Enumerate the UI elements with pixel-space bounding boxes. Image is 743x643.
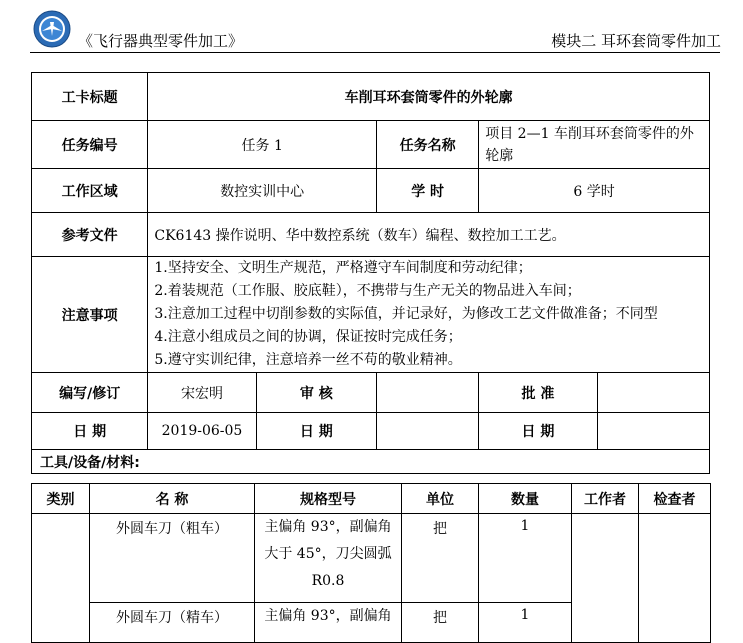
- note-item: 5.遵守实训纪律，注意培养一丝不苟的敬业精神。: [154, 352, 462, 368]
- task-no-value: 任务 1: [148, 121, 377, 169]
- col-header-category: 类别: [32, 484, 90, 514]
- area-value: 数控实训中心: [148, 169, 377, 213]
- university-logo-icon: [33, 10, 71, 48]
- checker-cell: [639, 514, 711, 643]
- date-row: [32, 413, 710, 450]
- tool-unit: 把: [402, 603, 479, 643]
- task-name-value: 项目 2—1 车削耳环套筒零件的外轮廓: [479, 121, 710, 169]
- reference-label: 参考文件: [32, 213, 148, 257]
- tool-spec: [255, 514, 402, 603]
- title-row: [32, 73, 710, 121]
- tool-spec: [255, 603, 402, 643]
- review-date-value: [377, 413, 479, 450]
- approve-value: [597, 373, 709, 413]
- task-name-label: 任务名称: [377, 121, 479, 169]
- review-label: 审 核: [256, 373, 376, 413]
- spec-line: 主偏角 93°，副偏角: [264, 519, 392, 535]
- page-header: [0, 0, 743, 55]
- worker-cell: [572, 514, 639, 643]
- review-date-label: 日 期: [256, 413, 376, 450]
- date-label: 日 期: [32, 413, 148, 450]
- editor-label: 编写/修订: [32, 373, 148, 413]
- approve-date-value: [597, 413, 709, 450]
- col-header-worker: 工作者: [572, 484, 639, 514]
- col-header-qty: 数量: [479, 484, 572, 514]
- approve-date-label: 日 期: [479, 413, 597, 450]
- editor-row: [32, 373, 710, 413]
- notes-row: [32, 257, 710, 373]
- note-item: 4.注意小组成员之间的协调，保证按时完成任务；: [154, 329, 462, 345]
- category-cell: [32, 514, 90, 643]
- notes-list: [148, 257, 710, 373]
- reference-row: [32, 213, 710, 257]
- notes-label: 注意事项: [32, 257, 148, 373]
- tools-heading: 工具/设备/材料:: [32, 450, 710, 474]
- work-card-table: [31, 72, 710, 474]
- reference-value: CK6143 操作说明、华中数控系统（数车）编程、数控加工工艺。: [148, 213, 710, 257]
- header-divider: [30, 52, 720, 53]
- tool-unit: 把: [402, 514, 479, 603]
- hours-value: 6 学时: [479, 169, 710, 213]
- col-header-spec: 规格型号: [255, 484, 402, 514]
- module-title: 模块二 耳环套筒零件加工: [551, 32, 721, 50]
- tool-name: 外圆车刀（粗车）: [90, 514, 255, 603]
- col-header-name: 名 称: [90, 484, 255, 514]
- tool-name: 外圆车刀（精车）: [90, 603, 255, 643]
- tool-qty: 1: [479, 514, 572, 603]
- tools-header-row: [32, 484, 711, 514]
- tools-table: [31, 483, 711, 643]
- col-header-unit: 单位: [402, 484, 479, 514]
- note-item: 2.着装规范（工作服、胶底鞋），不携带与生产无关的物品进入车间；: [154, 283, 581, 299]
- task-no-label: 任务编号: [32, 121, 148, 169]
- tool-qty: 1: [479, 603, 572, 643]
- approve-label: 批 准: [479, 373, 597, 413]
- title-label: 工卡标题: [32, 73, 148, 121]
- review-value: [377, 373, 479, 413]
- table-row: [32, 514, 711, 603]
- area-label: 工作区域: [32, 169, 148, 213]
- spec-line: 大于 45°，刀尖圆弧: [264, 546, 392, 562]
- title-value: 车削耳环套筒零件的外轮廓: [148, 73, 710, 121]
- date-value: 2019-06-05: [148, 413, 256, 450]
- editor-value: 宋宏明: [148, 373, 256, 413]
- hours-label: 学 时: [377, 169, 479, 213]
- tools-heading-row: [32, 450, 710, 474]
- book-title: 《飞行器典型零件加工》: [78, 32, 244, 50]
- col-header-checker: 检查者: [639, 484, 711, 514]
- note-item: 1.坚持安全、文明生产规范，严格遵守车间制度和劳动纪律；: [154, 260, 532, 276]
- note-item: 3.注意加工过程中切削参数的实际值，并记录好，为修改工艺文件做准备；不同型: [154, 306, 658, 322]
- spec-line: 主偏角 93°，副偏角: [264, 608, 392, 624]
- area-row: [32, 169, 710, 213]
- task-row: [32, 121, 710, 169]
- spec-line: R0.8: [311, 573, 345, 589]
